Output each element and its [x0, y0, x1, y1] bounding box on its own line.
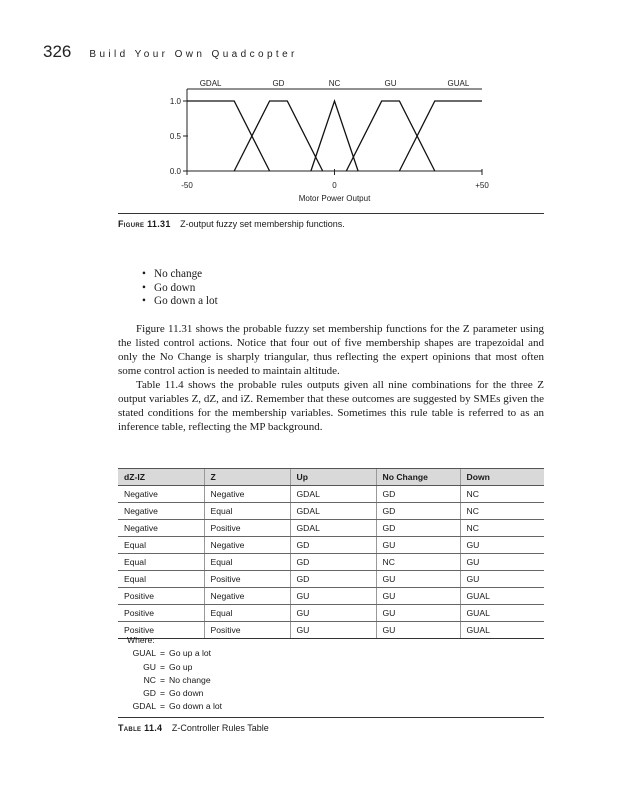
table-cell: Positive	[118, 588, 204, 605]
table-cell: GUAL	[460, 588, 544, 605]
legend-abbr: GDAL	[132, 701, 156, 712]
table-header-row	[118, 469, 544, 486]
table-cell: GDAL	[290, 486, 376, 503]
table-cell: Negative	[204, 486, 290, 503]
legend-abbr: NC	[143, 674, 156, 685]
table-cell: GDAL	[290, 520, 376, 537]
table-cell: Positive	[204, 622, 290, 639]
table-cell: NC	[460, 503, 544, 520]
column-header: No Change	[376, 469, 460, 486]
table-cell: Equal	[118, 537, 204, 554]
table-cell: GD	[376, 503, 460, 520]
body-paragraph: Table 11.4 shows the probable rules outputs given all nine combinations for the three Z output variables Z, dZ, and iZ. Remember that these outcomes are suggested by SMEs given the stated conditions for the membership variables. Sometimes this rule table is referred to as an inference table, reflecting the MP background.	[118, 379, 544, 433]
legend-meaning: No change	[169, 674, 211, 685]
legend-abbr: GU	[143, 661, 156, 672]
table-cell: GU	[290, 588, 376, 605]
table-row	[118, 571, 544, 588]
legend-equals: =	[160, 674, 166, 685]
table-cell: NC	[460, 520, 544, 537]
table-cell: GD	[290, 554, 376, 571]
table-cell: GU	[376, 588, 460, 605]
table-cell: GD	[290, 571, 376, 588]
table-row	[118, 554, 544, 571]
table-row	[118, 537, 544, 554]
table-cell: Equal	[204, 605, 290, 622]
legend-abbr: GD	[143, 688, 156, 699]
legend-equals: =	[160, 648, 166, 659]
series-label-gd: GD	[272, 79, 285, 88]
table-cell: GU	[460, 571, 544, 588]
table-row	[118, 588, 544, 605]
table-cell: GDAL	[290, 503, 376, 520]
table-cell: NC	[376, 554, 460, 571]
legend-equals: =	[160, 701, 166, 712]
book-title: Build Your Own Quadcopter	[89, 49, 298, 60]
table-row	[118, 520, 544, 537]
legend-meaning: Go up a lot	[169, 648, 212, 659]
table-cell: Equal	[118, 571, 204, 588]
table-caption-label: Table 11.4	[118, 723, 163, 733]
table-cell: GD	[376, 486, 460, 503]
x-tick-label: -50	[181, 181, 193, 190]
table-cell: GU	[376, 605, 460, 622]
legend-item	[127, 700, 222, 713]
table-row	[118, 486, 544, 503]
table-cell: Positive	[204, 571, 290, 588]
legend-item	[127, 647, 222, 660]
table-cell: Negative	[118, 503, 204, 520]
list-item: • Go down a lot	[142, 295, 218, 309]
table-cell: GD	[376, 520, 460, 537]
column-header: Z	[204, 469, 290, 486]
table-cell: GU	[376, 537, 460, 554]
table-legend	[127, 634, 222, 714]
table-caption	[118, 717, 544, 733]
body-paragraph: Figure 11.31 shows the probable fuzzy set membership functions for the Z parameter using the listed control actions. Notice that four out of five membership shapes are trapezoidal and only the No Change is sharply triangular, thus reflecting the expert opinions that most often some control action is needed to maintain altitude.	[118, 323, 544, 377]
legend-meaning: Go down	[169, 688, 204, 699]
y-tick-label: 1.0	[169, 97, 181, 106]
table-cell: Negative	[118, 486, 204, 503]
series-label-gu: GU	[384, 79, 397, 88]
table-cell: GU	[376, 622, 460, 639]
figure-caption-text: Z-output fuzzy set membership functions.	[180, 219, 345, 229]
table-cell: Negative	[118, 520, 204, 537]
legend-meaning: Go down a lot	[169, 701, 223, 712]
series-gual	[399, 101, 482, 171]
legend-equals: =	[160, 661, 166, 672]
legend-item	[127, 661, 222, 674]
series-label-nc: NC	[328, 79, 341, 88]
table-cell: Positive	[118, 622, 204, 639]
table-cell: Negative	[204, 588, 290, 605]
table-row	[118, 605, 544, 622]
series-label-gdal: GDAL	[199, 79, 222, 88]
series-label-gual: GUAL	[447, 79, 470, 88]
where-label: Where:	[127, 635, 155, 645]
table-cell: Equal	[204, 503, 290, 520]
figure-caption-label: Figure 11.31	[118, 219, 171, 229]
table-cell: GU	[290, 622, 376, 639]
table-cell: NC	[460, 486, 544, 503]
legend-equals: =	[160, 688, 166, 699]
series-gd	[234, 101, 323, 171]
x-tick-label: 0	[332, 181, 337, 190]
membership-function-chart	[0, 0, 634, 212]
list-item: • Go down	[142, 282, 218, 296]
figure-caption	[118, 213, 544, 229]
table-cell: Positive	[204, 520, 290, 537]
series-gu	[346, 101, 435, 171]
table-cell: GU	[460, 537, 544, 554]
legend-meaning: Go up	[169, 661, 193, 672]
table-caption-text: Z-Controller Rules Table	[171, 723, 269, 733]
y-tick-label: 0.0	[169, 167, 181, 176]
list-item: • No change	[142, 268, 218, 282]
page-number: 326	[43, 42, 72, 61]
action-bullet-list	[142, 268, 218, 309]
x-tick-label: +50	[475, 181, 489, 190]
table-cell: GUAL	[460, 622, 544, 639]
table-cell: Positive	[118, 605, 204, 622]
column-header: Down	[460, 469, 544, 486]
table-row	[118, 503, 544, 520]
column-header: dZ-IZ	[118, 469, 204, 486]
y-tick-label: 0.5	[169, 132, 181, 141]
table-cell: Equal	[118, 554, 204, 571]
legend-item	[127, 674, 222, 687]
table-cell: Negative	[204, 537, 290, 554]
table-cell: GU	[290, 605, 376, 622]
table-cell: GUAL	[460, 605, 544, 622]
table-cell: Equal	[204, 554, 290, 571]
legend-item	[127, 687, 222, 700]
legend-abbr: GUAL	[132, 648, 156, 659]
column-header: Up	[290, 469, 376, 486]
table-cell: GU	[376, 571, 460, 588]
table-cell: GU	[460, 554, 544, 571]
x-axis-title: Motor Power Output	[298, 194, 371, 203]
rules-table	[118, 468, 544, 639]
table-cell: GD	[290, 537, 376, 554]
series-gdal	[187, 101, 270, 171]
